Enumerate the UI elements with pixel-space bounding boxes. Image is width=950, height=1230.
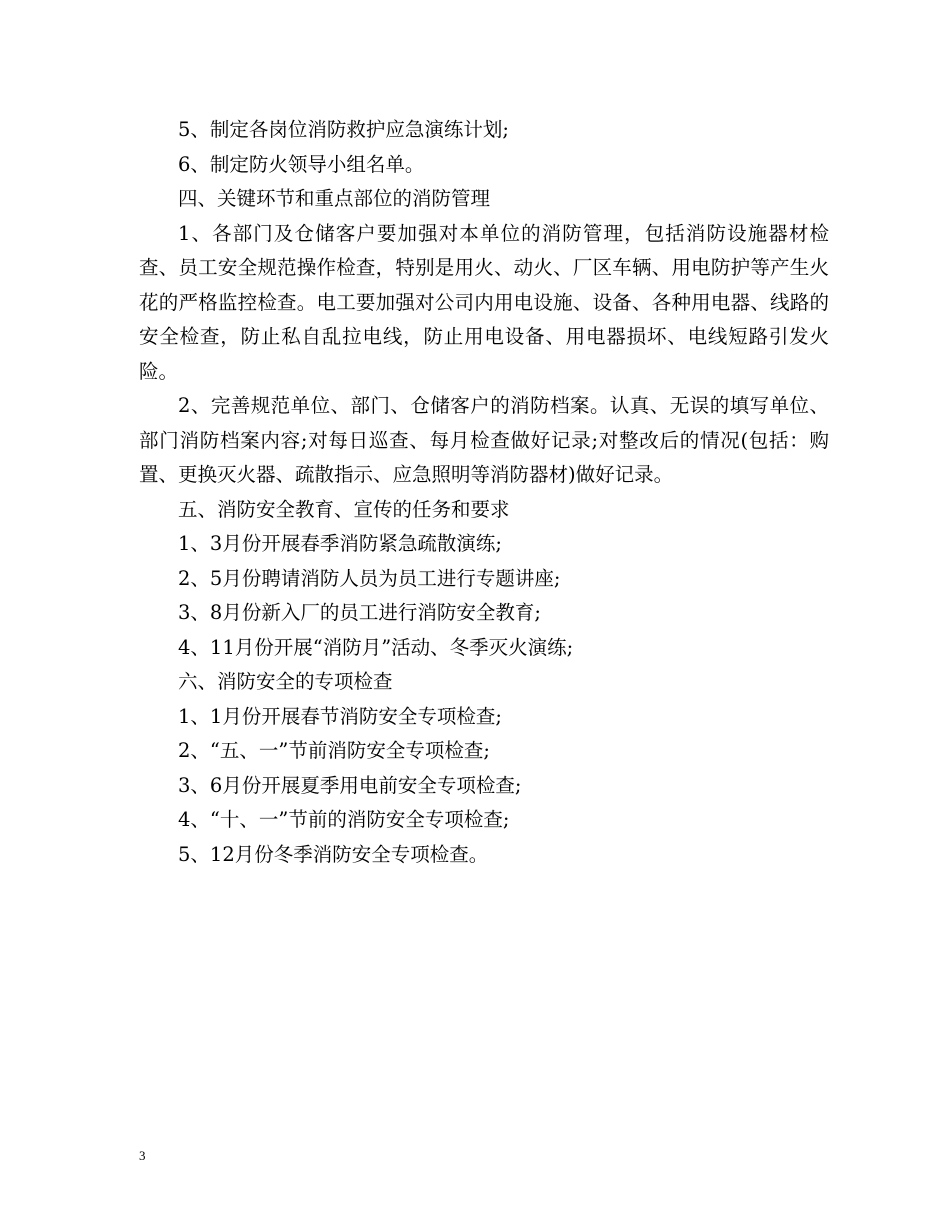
paragraph: 1、各部门及仓储客户要加强对本单位的消防管理，包括消防设施器材检查、员工安全规范操作检查，特别是用火、动火、厂区车辆、用电防护等产生火花的严格监控检查。电工要加强对公司内用电设施、设备、各种用电器、线路的安全检查，防止私自乱拉电线，防止用电设备、用电器损坏、电线短路引发火险。 [139, 221, 829, 383]
paragraph: 1、1月份开展春节消防安全专项检查; [178, 704, 502, 728]
paragraph: 5、12月份冬季消防安全专项检查。 [178, 842, 489, 866]
paragraph: 5、制定各岗位消防救护应急演练计划; [178, 118, 509, 141]
section-heading: 五、消防安全教育、宣传的任务和要求 [178, 497, 510, 521]
section-heading: 四、关键环节和重点部位的消防管理 [178, 187, 491, 210]
paragraph: 2、5月份聘请消防人员为员工进行专题讲座; [178, 566, 561, 590]
paragraph: 3、6月份开展夏季用电前安全专项检查; [178, 773, 522, 797]
document-body [139, 113, 829, 872]
paragraph: 1、3月份开展春季消防紧急疏散演练; [178, 532, 502, 555]
paragraph: 6、制定防火领导小组名单。 [178, 152, 425, 176]
page-number: 3 [139, 1148, 146, 1163]
section-heading: 六、消防安全的专项检查 [178, 670, 393, 693]
paragraph: 3、8月份新入厂的员工进行消防安全教育; [178, 601, 541, 624]
paragraph: 2、“五、一”节前消防安全专项检查; [178, 739, 490, 762]
paragraph: 4、“十、一”节前的消防安全专项检查; [178, 808, 510, 831]
paragraph: 4、11月份开展“消防月”活动、冬季灭火演练; [178, 635, 574, 659]
paragraph: 2、完善规范单位、部门、仓储客户的消防档案。认真、无误的填写单位、部门消防档案内容;对每日巡查、每月检查做好记录;对整改后的情况(包括：购置、更换灭火器、疏散指示、应急照明等消防器材)做好记录。 [139, 394, 829, 486]
